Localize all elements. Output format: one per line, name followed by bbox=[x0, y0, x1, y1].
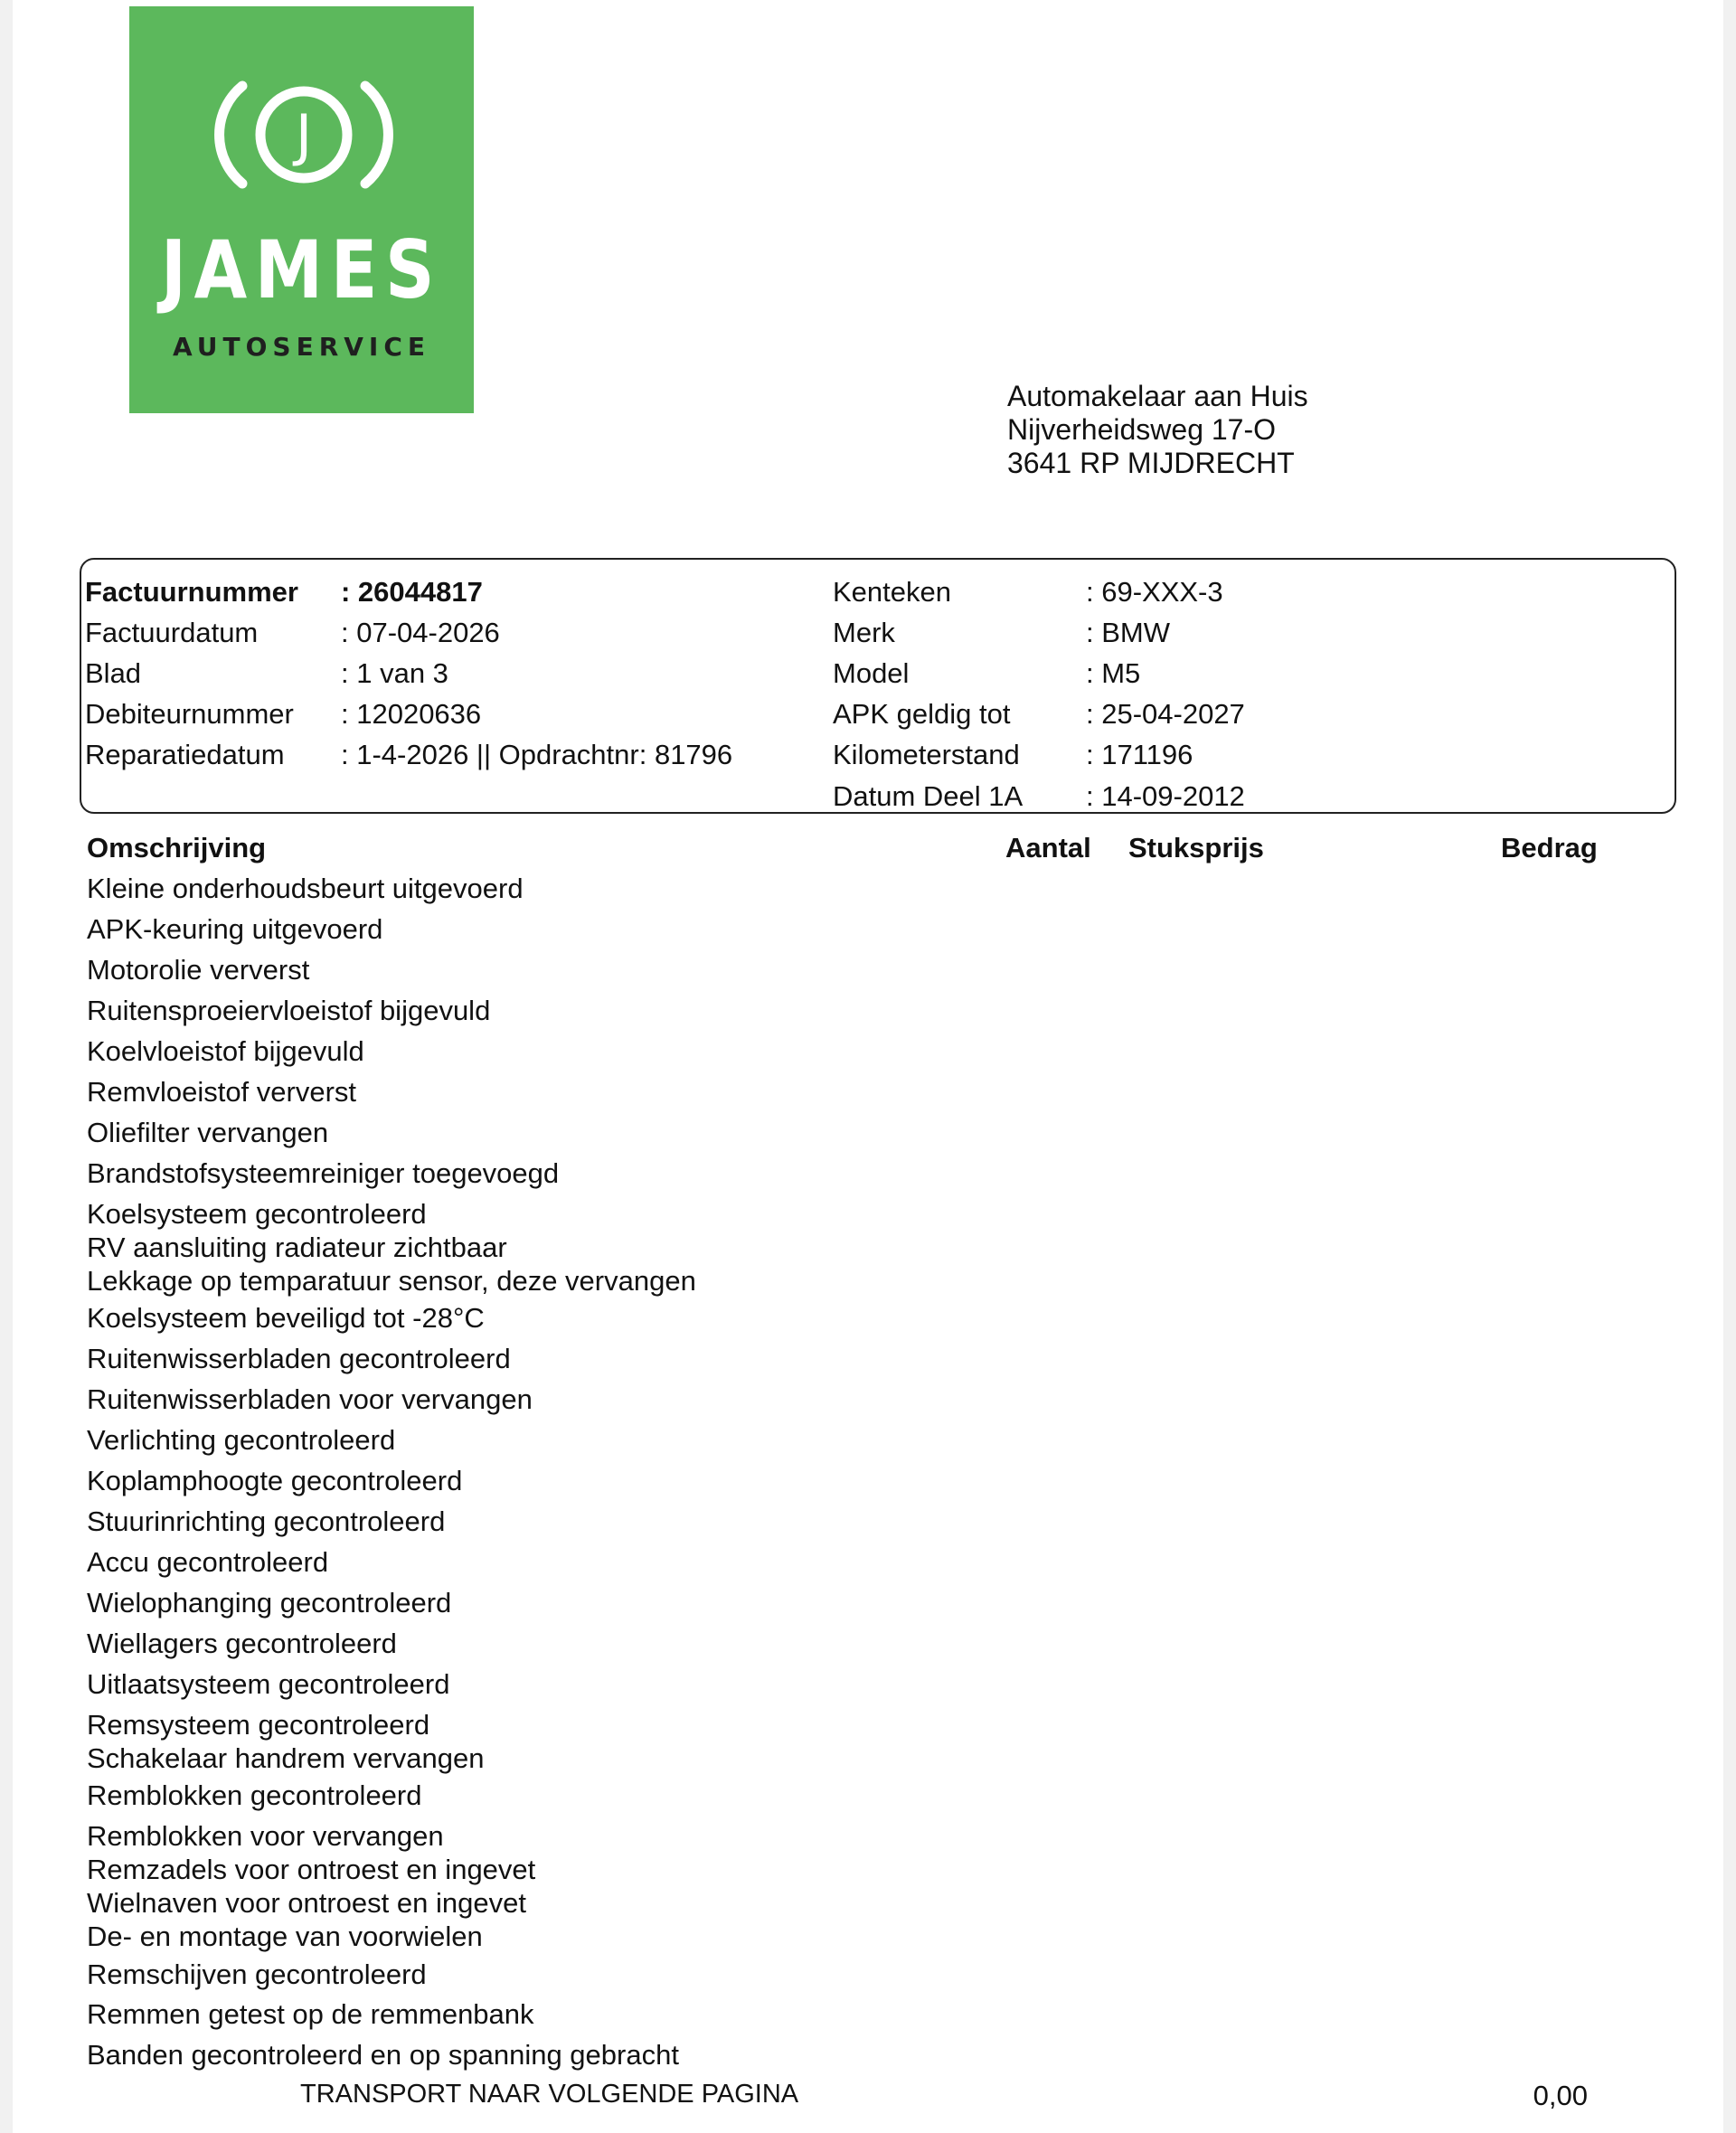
info-label: Blad bbox=[85, 657, 142, 689]
line-item: Remsysteem gecontroleerd bbox=[87, 1709, 430, 1741]
info-value: : 69-XXX-3 bbox=[1086, 576, 1223, 608]
brake-warning-icon bbox=[129, 6, 474, 223]
line-item: Schakelaar handrem vervangen bbox=[87, 1742, 485, 1774]
column-header-description: Omschrijving bbox=[87, 832, 267, 864]
line-item: Koplamphoogte gecontroleerd bbox=[87, 1465, 463, 1496]
recipient-address bbox=[1007, 380, 1308, 480]
line-item: Wiellagers gecontroleerd bbox=[87, 1628, 397, 1659]
line-item: Lekkage op temparatuur sensor, deze vervangen bbox=[87, 1265, 696, 1297]
line-item: Ruitenwisserbladen voor vervangen bbox=[87, 1383, 533, 1415]
line-item: Remvloeistof ververst bbox=[87, 1076, 357, 1108]
line-item: Remschijven gecontroleerd bbox=[87, 1958, 427, 1990]
line-item: RV aansluiting radiateur zichtbaar bbox=[87, 1232, 507, 1263]
line-item: Brandstofsysteemreiniger toegevoegd bbox=[87, 1157, 560, 1189]
line-item: Oliefilter vervangen bbox=[87, 1117, 329, 1148]
line-item: Koelsysteem gecontroleerd bbox=[87, 1198, 427, 1230]
line-item: Ruitensproeiervloeistof bijgevuld bbox=[87, 995, 491, 1026]
info-label: APK geldig tot bbox=[833, 698, 1011, 730]
info-label: Datum Deel 1A bbox=[833, 780, 1024, 812]
line-item: Remblokken voor vervangen bbox=[87, 1820, 444, 1852]
line-item: De- en montage van voorwielen bbox=[87, 1921, 483, 1952]
address-line: 3641 RP MIJDRECHT bbox=[1007, 447, 1295, 479]
column-header-amount: Bedrag bbox=[1501, 832, 1598, 864]
info-value: : 07-04-2026 bbox=[341, 617, 500, 648]
line-item: Verlichting gecontroleerd bbox=[87, 1424, 396, 1456]
info-value: : 1-4-2026 || Opdrachtnr: 81796 bbox=[341, 739, 733, 770]
line-item: Uitlaatsysteem gecontroleerd bbox=[87, 1668, 450, 1700]
info-value: : M5 bbox=[1086, 657, 1141, 689]
address-line: Automakelaar aan Huis bbox=[1007, 380, 1308, 412]
logo-subtitle: AUTOSERVICE bbox=[172, 332, 431, 362]
column-header-quantity: Aantal bbox=[1005, 832, 1091, 864]
info-value: : 171196 bbox=[1086, 739, 1194, 770]
info-label: Reparatiedatum bbox=[85, 739, 285, 770]
info-value: : 25-04-2027 bbox=[1086, 698, 1245, 730]
line-item: Accu gecontroleerd bbox=[87, 1546, 329, 1578]
address-line: Nijverheidsweg 17-O bbox=[1007, 413, 1277, 446]
info-label: Kilometerstand bbox=[833, 739, 1020, 770]
line-item: Banden gecontroleerd en op spanning gebracht bbox=[87, 2039, 679, 2071]
line-item: APK-keuring uitgevoerd bbox=[87, 913, 383, 945]
info-label: Factuurdatum bbox=[85, 617, 259, 648]
line-item: Ruitenwisserbladen gecontroleerd bbox=[87, 1343, 511, 1374]
line-item: Stuurinrichting gecontroleerd bbox=[87, 1505, 446, 1537]
info-label: Merk bbox=[833, 617, 895, 648]
company-logo bbox=[129, 6, 474, 413]
info-value: : 1 van 3 bbox=[341, 657, 448, 689]
transport-note: TRANSPORT NAAR VOLGENDE PAGINA bbox=[300, 2080, 799, 2109]
logo-name: JAMES bbox=[160, 223, 443, 316]
invoice-page bbox=[13, 0, 1723, 2133]
line-item: Kleine onderhoudsbeurt uitgevoerd bbox=[87, 873, 524, 904]
info-value: : 26044817 bbox=[341, 576, 483, 608]
line-item: Koelsysteem beveiligd tot -28°C bbox=[87, 1302, 485, 1334]
transport-amount: 0,00 bbox=[1533, 2080, 1588, 2111]
line-item: Remzadels voor ontroest en ingevet bbox=[87, 1854, 536, 1885]
line-item: Koelvloeistof bijgevuld bbox=[87, 1035, 364, 1067]
line-item: Motorolie ververst bbox=[87, 954, 310, 986]
line-item: Remblokken gecontroleerd bbox=[87, 1779, 422, 1811]
info-label: Debiteurnummer bbox=[85, 698, 294, 730]
info-label: Model bbox=[833, 657, 910, 689]
info-value: : BMW bbox=[1086, 617, 1170, 648]
column-header-unit-price: Stuksprijs bbox=[1128, 832, 1264, 864]
info-label: Factuurnummer bbox=[85, 576, 298, 608]
info-value: : 12020636 bbox=[341, 698, 482, 730]
line-item: Wielnaven voor ontroest en ingevet bbox=[87, 1887, 526, 1919]
logo-letter: J bbox=[295, 102, 313, 168]
info-value: : 14-09-2012 bbox=[1086, 780, 1245, 812]
line-item: Remmen getest op de remmenbank bbox=[87, 1998, 534, 2030]
info-label: Kenteken bbox=[833, 576, 951, 608]
line-item: Wielophanging gecontroleerd bbox=[87, 1587, 452, 1619]
